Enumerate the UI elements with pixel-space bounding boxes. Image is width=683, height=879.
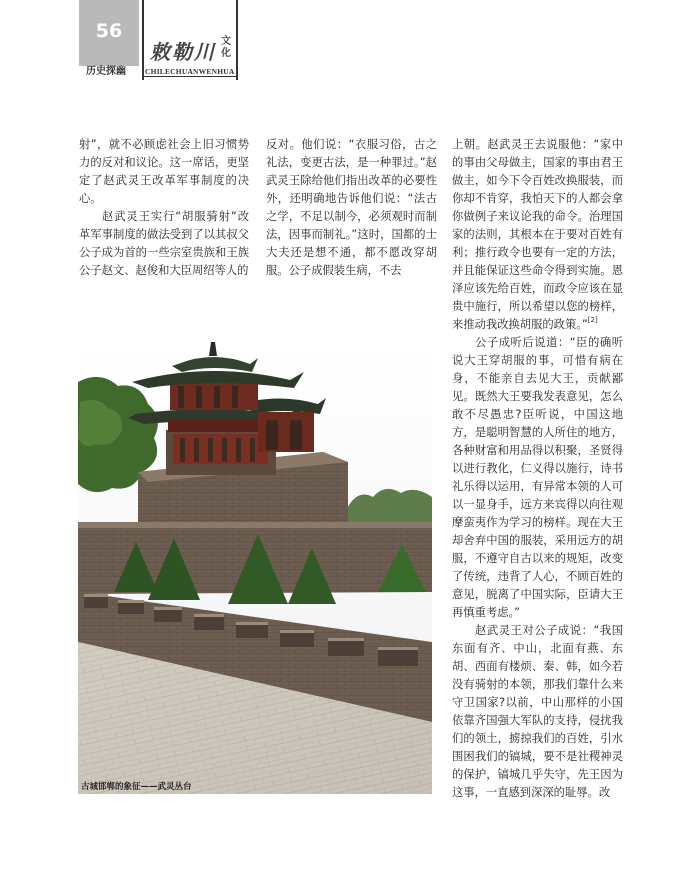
paragraph <box>452 136 623 334</box>
footnote-ref: [2] <box>587 316 598 324</box>
paragraph: 赵武灵王实行“胡服骑射”改革军事制度的做法受到了以其叔父公子成为首的一些宗室贵族和王族公子赵文、赵俊和大臣周绍等人的 <box>79 210 249 277</box>
photo-caption: 古城邯郸的象征——武灵丛台 <box>81 782 192 792</box>
tower-photo-illustration <box>78 342 432 794</box>
header-divider-left <box>142 0 144 80</box>
header-divider-right <box>236 0 238 80</box>
paragraph: 射”，就不必顾虑社会上旧习惯势力的反对和议论。这一席话，更坚定了赵武灵王改革军事制度的决心。 <box>79 138 249 205</box>
magazine-logo-suffix: 文化 <box>221 36 231 59</box>
tower-photo <box>78 342 432 794</box>
paragraph: 反对。他们说：“衣服习俗，古之礼法，变更古法，是一种罪过。”赵武灵王除给他们指出改革的必要性外，还明确地告诉他们说：“法古之学，不足以制今，必须观时而制法，因事而制礼。”这时，国都的士大夫还是想不通，都不愿改穿胡服。公子成假装生病，不去 <box>266 138 437 277</box>
section-title: 历史探幽 <box>86 66 126 77</box>
text-column-1 <box>79 136 249 280</box>
page-number-box <box>79 0 139 66</box>
paragraph-text: 上朝。赵武灵王去说服他：“家中的事由父母做主，国家的事由君王做主，如今下令百姓改换服装，而你却不肯穿，我怕天下的人都会拿你做例子来议论我的命令。治理国家的法则，其根本在于要对百姓有利；推行政令也要有一定的方法，并且能保证这些命令得到实施。恩泽应该先给百姓，而政令应该在显贵中施行，所以希望以您的榜样，来推动我改换胡服的政策。” <box>452 138 623 331</box>
paragraph: 公子成听后说道：“臣的确听说大王穿胡服的事，可惜有病在身，不能亲自去见大王，贡献鄙见。既然大王要我发表意见，怎么敢不尽愚忠?臣听说，中国这地方，是聪明智慧的人所住的地方，各种财富和用品得以积聚，圣贤得以进行教化，仁义得以施行，诗书礼乐得以运用，有异常本领的人可以一显身手，远方来宾得以向往观摩蛮夷作为学习的榜样。现在大王却舍弃中国的服装，采用远方的胡服，不遵守自古以来的规矩，改变了传统，违背了人心，不顾百姓的意见，脱离了中国实际，臣请大王再慎重考虑。” <box>452 336 623 619</box>
paragraph: 赵武灵王对公子成说：“我国东面有齐、中山，北面有燕、东胡、西面有楼烦、秦、韩，如今若没有骑射的本领，那我们靠什么来守卫国家?以前，中山那样的小国依靠齐国强大军队的支持，侵扰我们的领土，掳掠我们的百姓，引水围困我们的镐城，要不是社稷神灵的保护，镐城几乎失守，先王因为这事，一直感到深深的耻辱。改 <box>452 624 623 799</box>
magazine-logo-pinyin: CHILECHUANWENHUA <box>145 67 235 76</box>
header-divider-bottom <box>143 76 236 77</box>
magazine-logo-calligraphy: 敕勒川 <box>150 40 216 64</box>
page-number: 56 <box>95 20 123 42</box>
text-column-2 <box>266 136 437 280</box>
text-column-3 <box>452 136 623 802</box>
